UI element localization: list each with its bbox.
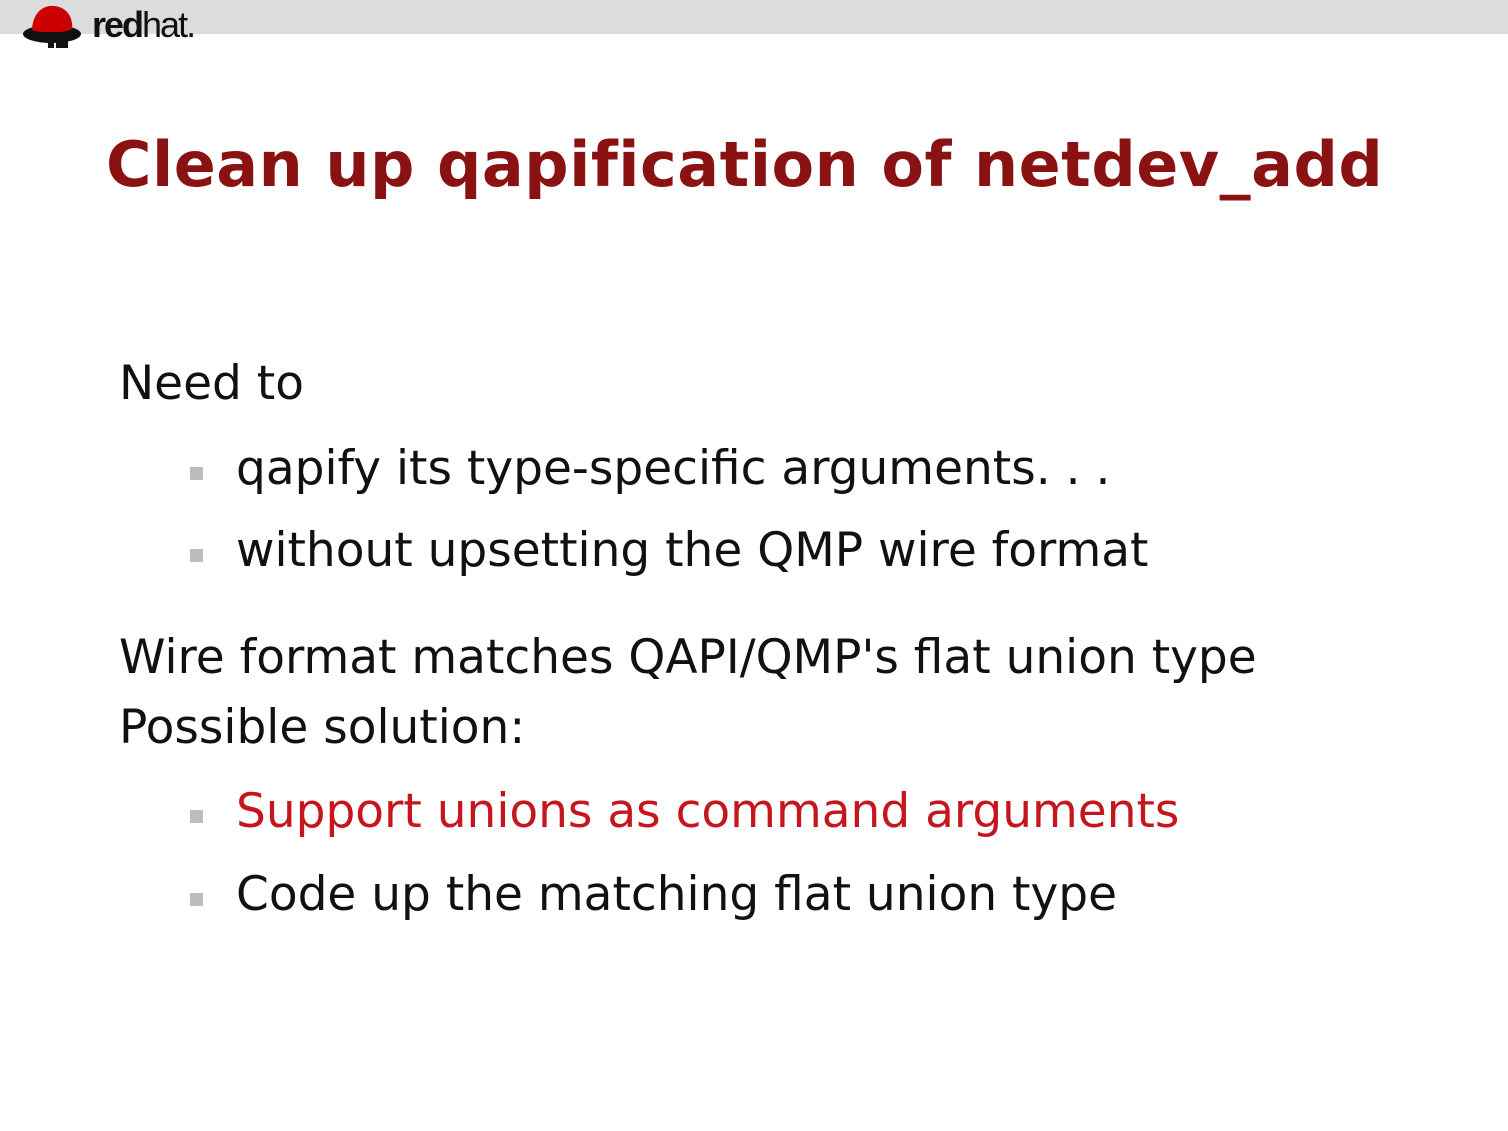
top-bar	[0, 0, 1508, 34]
bullet-square-icon	[190, 549, 203, 562]
redhat-logo	[22, 2, 194, 48]
bullet-square-icon	[190, 893, 203, 906]
bullet-square-icon	[190, 467, 203, 480]
list-item-label: without upsetting the QMP wire format	[236, 523, 1149, 578]
intro-text: Need to	[119, 356, 304, 411]
solution-heading: Possible solution:	[119, 700, 526, 755]
redhat-shadowman-icon	[22, 2, 86, 48]
redhat-wordmark: redhat.	[92, 4, 195, 45]
bullet-square-icon	[190, 810, 203, 823]
wire-format-text: Wire format matches QAPI/QMP's flat union type	[119, 630, 1257, 685]
slide-title: Clean up qapification of netdev_add	[106, 128, 1384, 201]
list-item-label: Code up the matching flat union type	[236, 867, 1118, 922]
list-item-label-highlight: Support unions as command arguments	[236, 784, 1180, 839]
list-item-label: qapify its type-specific arguments. . .	[236, 441, 1111, 496]
